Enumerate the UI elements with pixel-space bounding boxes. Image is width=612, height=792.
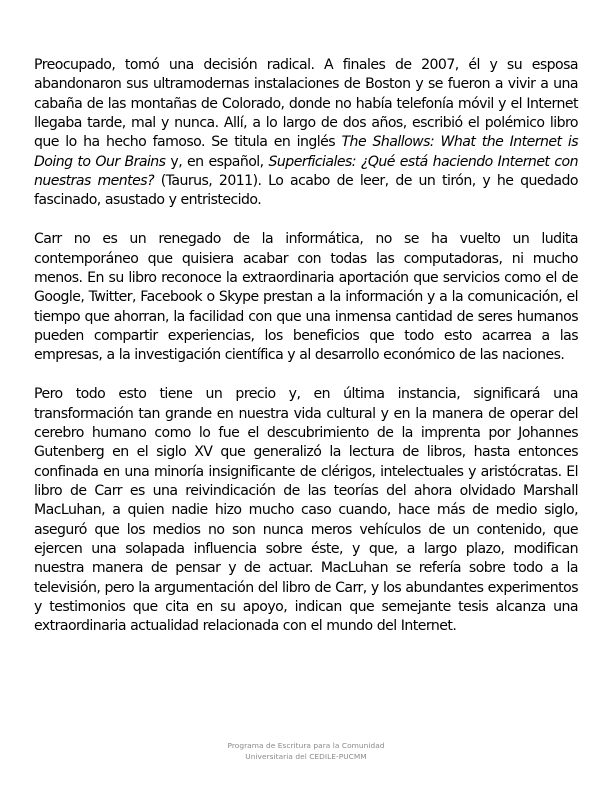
paragraph-3 — [34, 385, 578, 636]
paragraph-2 — [34, 230, 578, 365]
footer-line-1: Programa de Escritura para la Comunidad — [227, 741, 385, 750]
book-title-english: The Shallows: What the Internet is Doing to Our Brains — [34, 134, 578, 170]
page-footer — [0, 740, 612, 762]
paragraph-2-text: Carr no es un renegado de la informática, no se ha vuelto un ludita contemporáneo que quisiera acabar con todas las computadoras, ni mucho menos. En su libro reconoce la extraordinaria aportación que servicios como el de Google, Twitter, Facebook o Skype prestan a la información y a la comunicación, el tiempo que ahorran, la facilidad con que una inmensa cantidad de seres humanos pueden compartir experiencias, los beneficios que todo esto acarrea a las empresas, a la investigación científica y al desarrollo económico de las naciones. — [34, 231, 578, 364]
paragraph-1-text-2: y, en español, — [165, 153, 269, 170]
paragraph-1 — [34, 56, 578, 211]
paragraph-3-text: Pero todo esto tiene un precio y, en última instancia, significará una transformación tan grande en nuestra vida cultural y en la manera de operar del cerebro humano como lo fue el descubrimiento de la imprenta por Johannes Gutenberg en el siglo XV que generalizó la lectura de libros, hasta entonces confinada en una minoría insignificante de clérigos, intelectuales y aristócratas. El libro de Carr es una reivindicación de las teorías del ahora olvidado Marshall MacLuhan, a quien nadie hizo mucho caso cuando, hace más de medio siglo, aseguró que los medios no son nunca meros vehículos de un contenido, que ejercen una solapada influencia sobre éste, y que, a largo plazo, modifican nuestra manera de pensar y de actuar. MacLuhan se refería sobre todo a la televisión, pero la argumentación del libro de Carr, y los abundantes experimentos y testimonios que cita en su apoyo, indican que semejante tesis alcanza una extraordinaria actualidad relacionada con el mundo del Internet. — [34, 386, 578, 635]
footer-line-2: Universitaria del CEDILE-PUCMM — [245, 752, 367, 761]
book-title-spanish: Superficiales: ¿Qué está haciendo Internet con nuestras mentes? — [34, 153, 578, 190]
paragraph-1-text-3: (Taurus, 2011). Lo acabo de leer, de un tirón, y he quedado fascinado, asustado y entristecido. — [34, 173, 578, 209]
article-body — [34, 56, 578, 656]
paragraph-1-text: Preocupado, tomó una decisión radical. A finales de 2007, él y su esposa abandonaron sus ultramodernas instalaciones de Boston y se fueron a vivir a una cabaña de las montañas de Colorado, donde no había telefonía móvil y el Internet llegaba tarde, mal y nunca. Allí, a lo largo de dos años, escribió el polémico libro que lo ha hecho famoso. Se titula en inglés — [34, 57, 578, 151]
